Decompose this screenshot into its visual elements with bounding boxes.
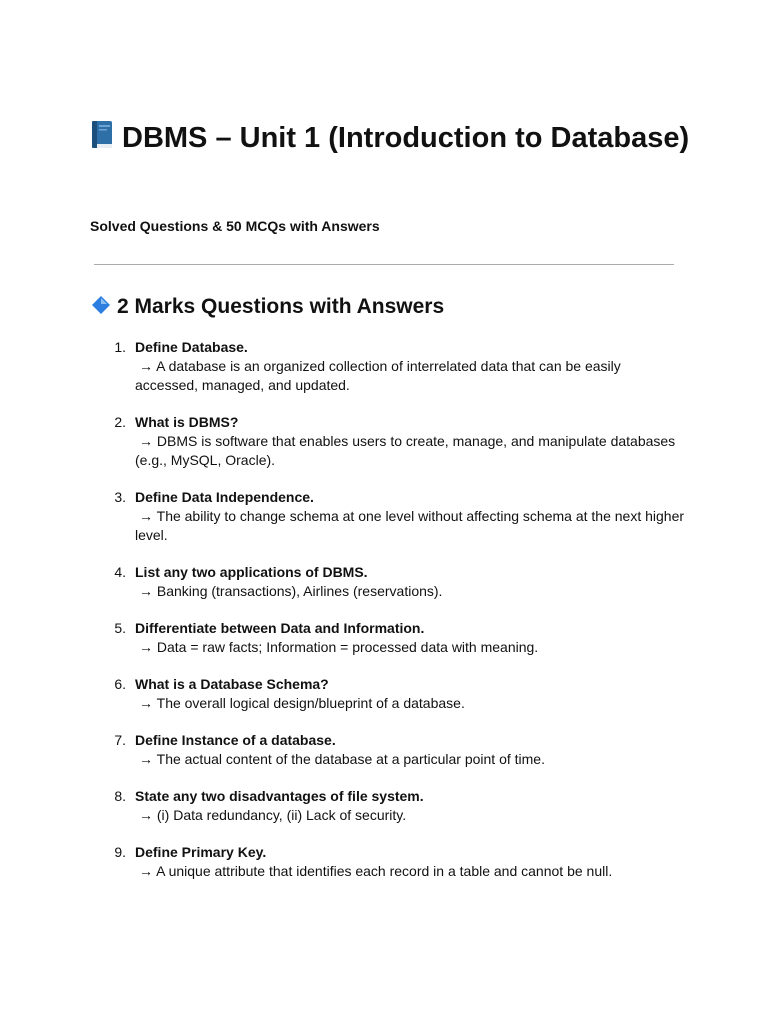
answer-text: → (i) Data redundancy, (ii) Lack of security. [139,807,407,823]
diamond-icon [92,295,110,313]
question-number: 2. [114,414,126,430]
list-item [106,843,686,881]
question-number: 6. [114,676,126,692]
list-item [106,338,686,395]
question-number: 5. [114,620,126,636]
answer-text: → A database is an organized collection of interrelated data that can be easily accessed, managed, and updated. [135,358,621,393]
page-title [90,118,690,158]
answer-text: → DBMS is software that enables users to create, manage, and manipulate databases (e.g., MySQL, Oracle). [135,433,676,468]
question-text: List any two applications of DBMS. [135,564,368,580]
question-text: Define Primary Key. [135,844,267,860]
page-title-text: DBMS – Unit 1 (Introduction to Database) [122,122,690,154]
page-subtitle: Solved Questions & 50 MCQs with Answers [90,218,380,234]
question-text: What is a Database Schema? [135,676,329,692]
question-number: 3. [114,489,126,505]
question-text: Differentiate between Data and Information. [135,620,425,636]
question-number: 1. [114,339,126,355]
list-item [106,619,686,657]
list-item [106,563,686,601]
answer-text: → The actual content of the database at a particular point of time. [139,751,545,767]
list-item [106,787,686,825]
question-number: 8. [114,788,126,804]
question-text: State any two disadvantages of file system. [135,788,424,804]
answer-text: → A unique attribute that identifies each record in a table and cannot be null. [139,863,613,879]
question-text: Define Instance of a database. [135,732,336,748]
section-heading-text: 2 Marks Questions with Answers [117,295,445,318]
list-item [106,488,686,545]
divider [94,264,674,265]
question-text: Define Data Independence. [135,489,314,505]
book-icon [90,120,114,150]
list-item [106,675,686,713]
questions-list [106,338,686,899]
list-item [106,413,686,470]
answer-text: → Banking (transactions), Airlines (reservations). [139,583,443,599]
question-number: 7. [114,732,126,748]
answer-text: → The overall logical design/blueprint of a database. [139,695,465,711]
answer-text: → The ability to change schema at one level without affecting schema at the next higher level. [135,508,685,543]
answer-text: → Data = raw facts; Information = processed data with meaning. [139,639,539,655]
question-text: What is DBMS? [135,414,239,430]
question-number: 9. [114,844,126,860]
question-text: Define Database. [135,339,248,355]
question-number: 4. [114,564,126,580]
list-item [106,731,686,769]
section-heading [92,294,444,320]
